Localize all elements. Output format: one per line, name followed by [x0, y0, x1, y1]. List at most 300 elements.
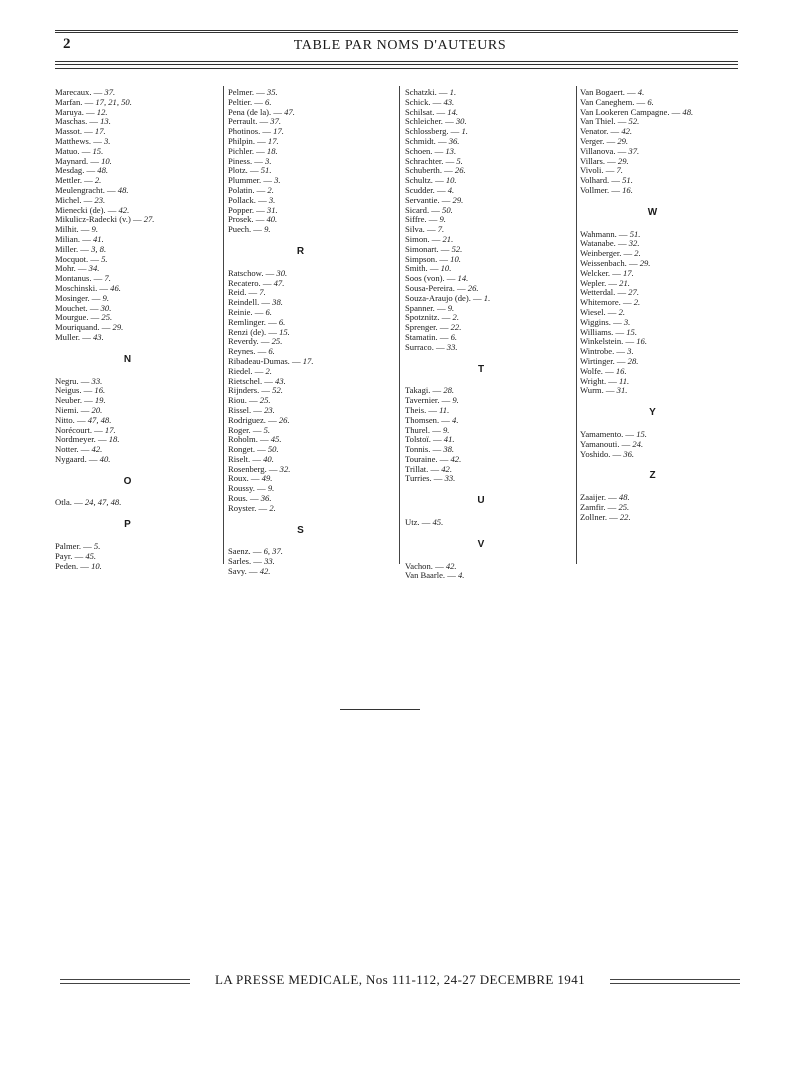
author-name: Vollmer. — [580, 184, 620, 195]
page-reference: 52. [628, 116, 640, 127]
author-name: Miller. — [55, 243, 89, 254]
author-name: Reverdy. — [228, 336, 270, 347]
page-reference: 36. [623, 448, 635, 459]
author-name: Schlossberg. — [405, 126, 460, 137]
page-reference: 50. [442, 204, 453, 215]
section-letter: T [477, 363, 485, 375]
author-name: Welcker. — [580, 267, 621, 278]
author-name: Spanner. — [405, 302, 446, 313]
page-reference: 9. [91, 224, 98, 235]
closing-rule [340, 709, 420, 710]
index-column-3 [405, 88, 577, 581]
author-name: Ronget. — [228, 444, 266, 455]
page-reference: 9. [102, 292, 109, 303]
page-reference: 42. [445, 560, 457, 571]
page-reference: 2. [618, 306, 626, 317]
author-name: Mienecki (de). — [55, 204, 117, 215]
page-reference: 3. [103, 135, 111, 146]
author-name: Milhit. — [55, 224, 90, 235]
page-reference: 17. [267, 135, 279, 146]
page-reference: 34. [88, 263, 100, 274]
page-reference: 52. [272, 385, 283, 396]
page-reference: 13. [100, 116, 111, 127]
author-name: Mikulicz-Radecki (v.) — [55, 214, 142, 225]
author-name: Zamfir. — [580, 501, 617, 512]
author-name: Ribadeau-Dumas. — [228, 355, 301, 366]
page-reference: 30. [276, 267, 288, 278]
author-name: Smith. — [405, 263, 439, 274]
page-reference: 37. [628, 145, 640, 156]
author-name: Sicard. — [405, 204, 440, 215]
page-reference: 17. [302, 355, 314, 366]
author-entry [228, 225, 393, 235]
page-reference: 43. [275, 375, 286, 386]
author-name: Pena (de la). — [228, 106, 282, 117]
section-letter: W [647, 206, 658, 218]
author-name: Plotz. — [228, 165, 259, 176]
page-reference: 29. [452, 194, 464, 205]
author-name: Polatin. — [228, 184, 266, 195]
author-name: Reynes. — [228, 346, 267, 357]
author-name: Mettler. — [55, 175, 93, 186]
page-reference: 41. [443, 434, 455, 445]
author-name: Neigus. — [55, 385, 93, 396]
author-name: Roux. — [228, 473, 260, 484]
author-name: Reid. — [228, 287, 258, 298]
page-reference: 43. [443, 96, 455, 107]
page-reference: 10. [445, 175, 457, 186]
footer-citation: LA PRESSE MEDICALE, Nos 111-112, 24-27 DECEMBRE 1941 [214, 972, 585, 987]
header-rule-lower [55, 68, 738, 69]
author-name: Zollner. — [580, 511, 618, 522]
page-reference: 33. [91, 375, 103, 386]
page-reference: 10. [450, 253, 461, 264]
author-name: Wurm. — [580, 385, 615, 396]
page-reference: 38. [443, 444, 455, 455]
page-reference: 32. [279, 463, 291, 474]
author-name: Peden. — [55, 560, 89, 571]
author-name: Sprenger. — [405, 322, 449, 333]
page-reference: 17. [273, 126, 284, 137]
page-reference: 30. [455, 116, 467, 127]
page-reference: 4. [457, 570, 465, 581]
footer-rule-right [610, 979, 740, 980]
author-name: Servantie. — [405, 194, 451, 205]
page-reference: 42. [450, 453, 462, 464]
page-reference: 11. [619, 375, 630, 386]
author-name: Photinos. — [228, 126, 271, 137]
author-name: Takagi. — [405, 385, 442, 396]
page-reference: 6. [265, 306, 272, 317]
author-name: Williams. — [580, 326, 625, 337]
author-name: Simon. — [405, 233, 441, 244]
author-name: Villanova. — [580, 145, 627, 156]
page-reference: 29. [639, 257, 651, 268]
author-name: Tonnis. — [405, 444, 442, 455]
section-letter: N [123, 353, 132, 365]
author-name: Yamamento. — [580, 428, 635, 439]
author-name: Notter. — [55, 444, 90, 455]
footer-rule-right [610, 983, 740, 984]
page-reference: 40. [263, 453, 274, 464]
page-reference: 3, 8. [91, 243, 107, 254]
page-reference: 6. [268, 346, 275, 357]
index-column-1 [55, 88, 220, 571]
author-name: Mouchet. — [55, 302, 99, 313]
author-name: Payr. — [55, 550, 84, 561]
page-reference: 6. [265, 96, 272, 107]
author-name: Negru. — [55, 375, 90, 386]
author-name: Michel. — [55, 194, 93, 205]
page-reference: 9. [264, 224, 271, 235]
page-reference: 14. [457, 273, 469, 284]
author-name: Remlinger. — [228, 316, 277, 327]
page-reference: 48. [117, 184, 129, 195]
author-name: Rosenberg. — [228, 463, 278, 474]
page-reference: 33. [264, 556, 275, 567]
page-reference: 42. [441, 463, 452, 474]
author-name: Pichler. — [228, 145, 265, 156]
page-reference: 15. [626, 326, 637, 337]
author-name: Soos (von). — [405, 273, 456, 284]
page-reference: 25. [271, 336, 283, 347]
author-name: Maruya. — [55, 106, 95, 117]
page-reference: 4. [452, 414, 459, 425]
author-name: Van Thiel. — [580, 116, 627, 127]
author-name: Mouriquand. — [55, 322, 111, 333]
author-name: Prosek. — [228, 214, 265, 225]
author-name: Rijnders. — [228, 385, 271, 396]
author-name: Peltier. — [228, 96, 263, 107]
author-name: Van Caneghem. — [580, 96, 646, 107]
page-reference: 19. [94, 395, 106, 406]
author-name: Riou. — [228, 395, 258, 406]
page-reference: 3. [265, 155, 272, 166]
page-reference: 36. [260, 493, 272, 504]
page-reference: 9. [267, 483, 275, 494]
author-entry [580, 386, 745, 396]
author-name: Surraco. — [405, 341, 445, 352]
author-name: Van Baarle. — [405, 570, 456, 581]
page-reference: 51. [260, 165, 272, 176]
page-reference: 17, 21, 50. [95, 96, 132, 107]
author-name: Thomsen. — [405, 414, 450, 425]
author-name: Nygaard. — [55, 453, 98, 464]
page-reference: 18. [108, 434, 120, 445]
page-reference: 45. [270, 434, 282, 445]
page-reference: 35. [266, 87, 278, 97]
page-reference: 47, 48. [87, 414, 112, 425]
author-name: Plummer. — [228, 175, 272, 186]
author-name: Winkelstein. — [580, 336, 635, 347]
page-reference: 9. [442, 424, 450, 435]
page-reference: 16. [615, 365, 627, 376]
section-letter: U [477, 495, 485, 507]
author-name: Schilsat. — [405, 106, 446, 117]
page-reference: 51. [629, 228, 641, 239]
page-reference: 6. [647, 96, 654, 107]
page-reference: 28. [627, 355, 639, 366]
page-reference: 2. [265, 365, 272, 376]
author-name: Philpin. — [228, 135, 266, 146]
author-entry [55, 333, 220, 343]
author-name: Zaaijer. — [580, 492, 617, 503]
page-reference: 3. [623, 316, 631, 327]
page-reference: 21. [619, 277, 630, 288]
author-name: Siffre. — [405, 214, 438, 225]
page-reference: 36. [448, 135, 460, 146]
page-reference: 6, 37. [263, 546, 283, 557]
author-name: Scudder. — [405, 184, 446, 195]
page-reference: 50. [267, 444, 279, 455]
author-name: Yamanouti. — [580, 438, 631, 449]
page-reference: 23. [94, 194, 106, 205]
page-reference: 31. [266, 204, 278, 215]
page-reference: 49. [261, 473, 273, 484]
author-name: Simpson. — [405, 253, 448, 264]
page-reference: 25. [618, 501, 630, 512]
author-name: Matthews. — [55, 135, 102, 146]
author-name: Weinberger. — [580, 248, 633, 259]
author-name: Sousa-Pereira. — [405, 282, 466, 293]
author-name: Tolstoï. — [405, 434, 442, 445]
page-reference: 26. [454, 165, 466, 176]
author-name: Moschinski. — [55, 282, 108, 293]
page-reference: 42. [118, 204, 130, 215]
page-reference: 32. [628, 238, 640, 249]
column-divider [399, 86, 400, 564]
author-entry [580, 450, 745, 460]
page-reference: 15. [279, 326, 290, 337]
page-reference: 37. [270, 116, 282, 127]
page-reference: 9. [452, 395, 459, 406]
page-reference: 22. [619, 511, 631, 522]
author-name: Nordmeyer. — [55, 434, 107, 445]
page-reference: 9. [439, 214, 446, 225]
author-name: Wright. — [580, 375, 617, 386]
page-reference: 43. [92, 331, 104, 342]
author-name: Norécourt. — [55, 424, 103, 435]
page-reference: 7. [259, 287, 266, 298]
page-reference: 52. [451, 243, 463, 254]
author-name: Vivoli. — [580, 165, 615, 176]
author-name: Souza-Araujo (de). — [405, 292, 482, 303]
author-name: Wiesel. — [580, 306, 617, 317]
page-reference: 51. [622, 175, 633, 186]
author-name: Palmer. — [55, 541, 92, 552]
author-name: Mocquot. — [55, 253, 99, 264]
author-name: Montanus. — [55, 273, 103, 284]
page-reference: 2. [634, 248, 641, 259]
top-rule-inner [55, 32, 738, 33]
author-name: Rous. — [228, 493, 259, 504]
author-name: Yoshido. — [580, 448, 622, 459]
page-reference: 48. [618, 492, 630, 503]
author-name: Wepler. — [580, 277, 618, 288]
author-name: Verger. — [580, 135, 616, 146]
page-reference: 40. [266, 214, 278, 225]
page-reference: 16. [94, 385, 106, 396]
page-reference: 37. [104, 87, 116, 97]
page-reference: 5. [101, 253, 108, 264]
author-name: Wolfe. — [580, 365, 614, 376]
author-name: Marfan. — [55, 96, 94, 107]
author-name: Thurel. — [405, 424, 441, 435]
section-letter: Z [649, 470, 656, 482]
index-column-2 [228, 88, 393, 577]
page-reference: 10. [91, 560, 102, 571]
author-name: Riselt. — [228, 453, 261, 464]
author-name: Puech. — [228, 224, 262, 235]
author-name: Wetterdal. — [580, 287, 627, 298]
page-reference: 29. [112, 322, 124, 333]
author-name: Schatzki. — [405, 87, 448, 97]
author-entry [405, 474, 577, 484]
author-name: Popper. — [228, 204, 265, 215]
page-reference: 16. [636, 336, 647, 347]
author-name: Simonart. — [405, 243, 450, 254]
page-reference: 29. [617, 135, 629, 146]
page-reference: 42. [259, 566, 271, 577]
author-name: Schuberth. — [405, 165, 453, 176]
author-name: Massot. — [55, 126, 93, 137]
author-name: Saenz. — [228, 546, 262, 557]
page-reference: 20. [91, 404, 103, 415]
author-name: Savy. — [228, 566, 258, 577]
page-title: TABLE PAR NOMS D'AUTEURS [293, 38, 507, 53]
author-name: Van Lookeren Campagne. — [580, 106, 681, 117]
page-reference: 45. [432, 517, 444, 528]
section-letter: S [297, 524, 304, 536]
page-reference: 21. [442, 233, 454, 244]
author-name: Marecaux. — [55, 87, 103, 97]
page-reference: 17. [622, 267, 634, 278]
page-reference: 46. [110, 282, 121, 293]
page-reference: 7. [104, 273, 111, 284]
author-name: Otla. — [55, 497, 83, 508]
author-name: Roholm. — [228, 434, 269, 445]
page-reference: 15. [92, 145, 104, 156]
author-entry [55, 562, 220, 572]
author-name: Mohr. — [55, 263, 87, 274]
page-reference: 41. [92, 233, 104, 244]
page-reference: 33. [446, 341, 458, 352]
author-name: Watanabe. — [580, 238, 627, 249]
author-name: Volhard. — [580, 175, 620, 186]
author-name: Rissel. — [228, 404, 262, 415]
author-name: Stamatin. — [405, 331, 449, 342]
author-name: Van Bogaert. — [580, 87, 636, 97]
author-name: Niemi. — [55, 404, 90, 415]
page-reference: 47. [284, 106, 295, 117]
section-letter: O [123, 475, 132, 487]
page-reference: 48. [682, 106, 694, 117]
page-reference: 17. [104, 424, 116, 435]
page-reference: 47. [273, 277, 285, 288]
author-name: Royster. — [228, 502, 268, 513]
page-reference: 7. [437, 224, 445, 235]
page-reference: 29. [617, 155, 629, 166]
page-reference: 16. [622, 184, 633, 195]
author-name: Silva. — [405, 224, 436, 235]
page-reference: 4. [637, 87, 645, 97]
page-reference: 42. [621, 126, 633, 137]
page-reference: 2. [267, 184, 274, 195]
page-reference: 12. [96, 106, 108, 117]
page-reference: 2. [452, 312, 459, 323]
author-name: Matuo. — [55, 145, 91, 156]
author-name: Riedel. — [228, 365, 264, 376]
author-name: Theis. — [405, 404, 437, 415]
page-reference: 10. [101, 155, 112, 166]
author-name: Spotznitz. — [405, 312, 451, 323]
author-entry [580, 513, 745, 523]
author-name: Utz. — [405, 517, 431, 528]
section-letter: V [477, 538, 485, 550]
author-name: Schrachter. — [405, 155, 455, 166]
author-name: Piness. — [228, 155, 263, 166]
author-name: Wiggins. — [580, 316, 622, 327]
author-name: Mosinger. — [55, 292, 101, 303]
page-reference: 13. [445, 145, 457, 156]
author-name: Maschas. — [55, 116, 98, 127]
page-reference: 42. [91, 444, 103, 455]
author-name: Neuber. — [55, 395, 93, 406]
page-reference: 24, 47, 48. [84, 497, 122, 508]
author-name: Muller. — [55, 331, 91, 342]
author-name: Rodriguez. — [228, 414, 277, 425]
author-name: Schick. — [405, 96, 442, 107]
author-name: Touraine. — [405, 453, 449, 464]
author-name: Meulengracht. — [55, 184, 116, 195]
page-reference: 9. [447, 302, 455, 313]
page-reference: 2. [94, 175, 102, 186]
page-reference: 4. [447, 184, 455, 195]
author-entry [228, 567, 393, 577]
page-reference: 25. [101, 312, 113, 323]
section-letter: P [124, 519, 131, 531]
author-name: Schleicher. — [405, 116, 454, 127]
page-reference: 5. [456, 155, 463, 166]
page-reference: 10. [440, 263, 452, 274]
page-reference: 28. [443, 385, 455, 396]
page-reference: 7. [616, 165, 623, 176]
page-reference: 6. [450, 331, 458, 342]
author-name: Mesdag. — [55, 165, 96, 176]
header-rule [55, 61, 738, 62]
page-reference: 25. [259, 395, 271, 406]
author-name: Perrault. — [228, 116, 269, 127]
author-name: Roussy. — [228, 483, 266, 494]
author-name: Reinie. — [228, 306, 264, 317]
author-name: Roger. — [228, 424, 262, 435]
author-name: Mourgue. — [55, 312, 100, 323]
page-reference: 40. [99, 453, 111, 464]
author-name: Ratschow. — [228, 267, 275, 278]
author-name: Turries. — [405, 473, 443, 484]
page-reference: 3. [627, 346, 634, 357]
page-reference: 18. [266, 145, 278, 156]
page-reference: 1. [449, 87, 457, 97]
page-reference: 3. [268, 194, 276, 205]
page-reference: 14. [447, 106, 459, 117]
author-name: Schmidt. — [405, 135, 447, 146]
header-rule-inner [55, 64, 738, 65]
author-name: Schultz. — [405, 175, 444, 186]
page-reference: 26. [278, 414, 290, 425]
column-divider [223, 86, 224, 564]
author-entry [228, 504, 393, 514]
